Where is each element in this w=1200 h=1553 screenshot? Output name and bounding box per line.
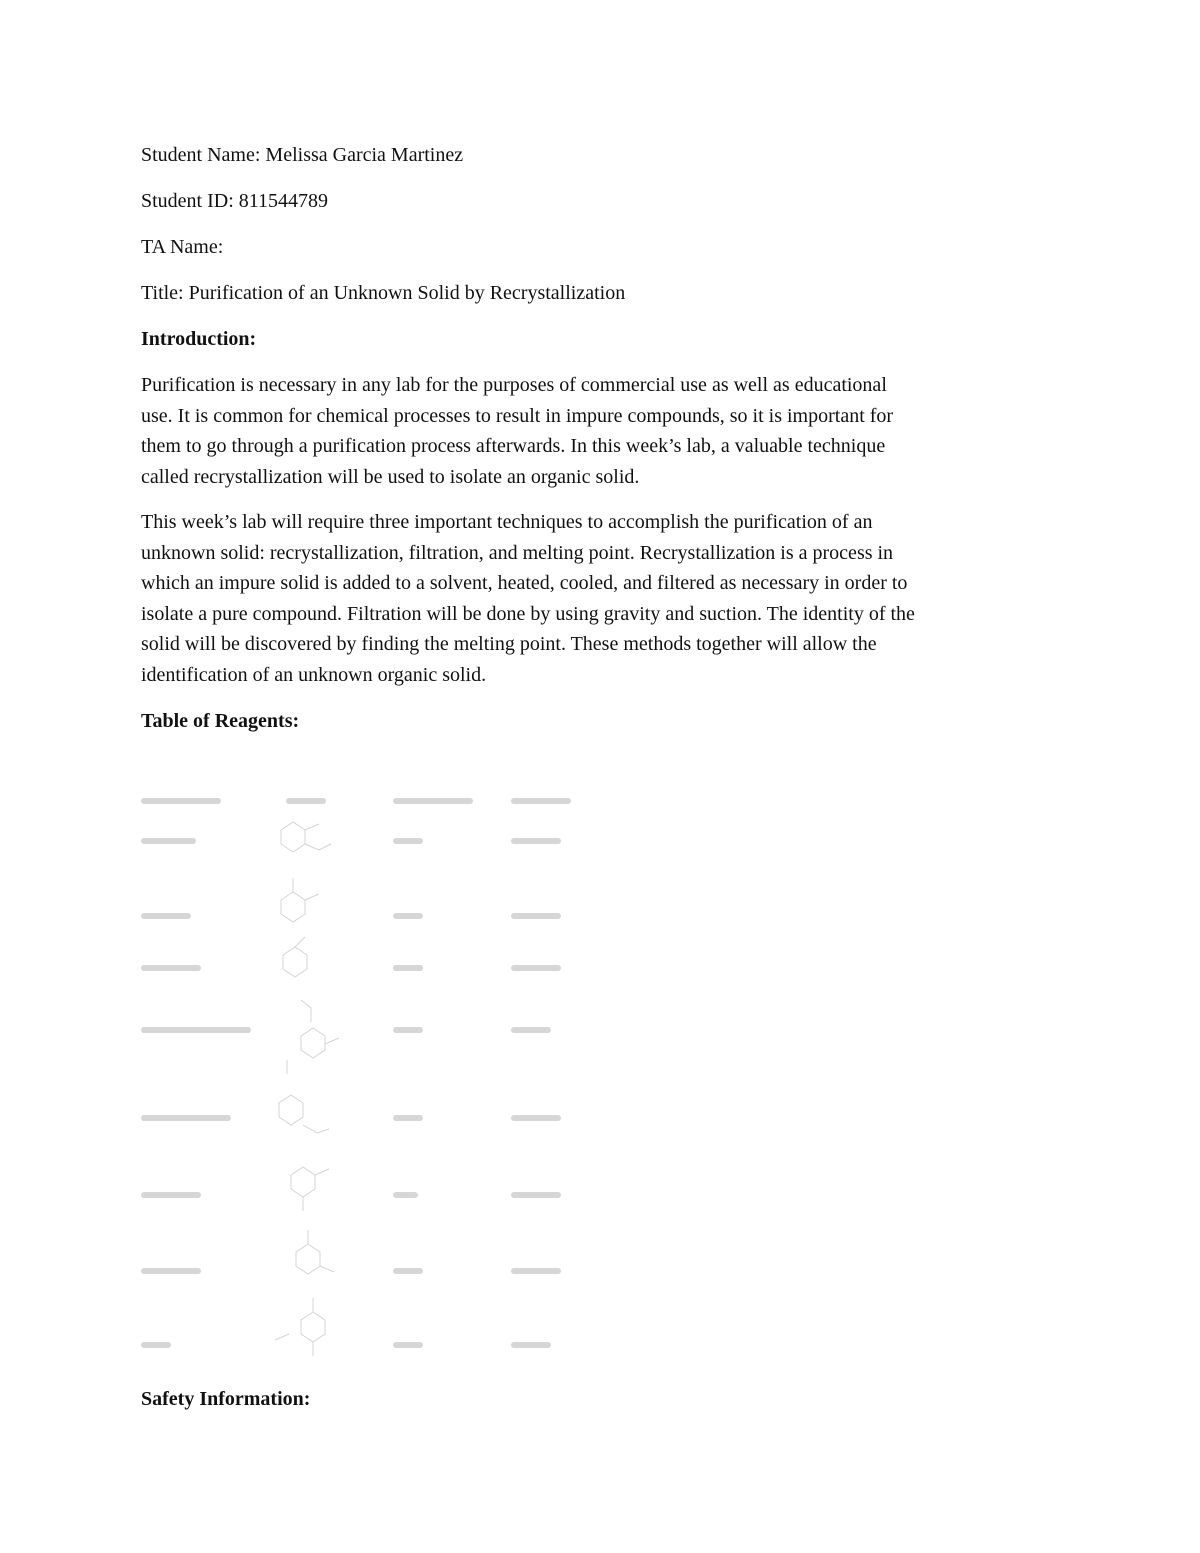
text-line: which an impure solid is added to a solvent, heated, cooled, and filtered as necessary in order to xyxy=(141,572,908,594)
reagent-table-image xyxy=(141,790,611,1370)
text-line: use. It is common for chemical processes to result in impure compounds, so it is important for xyxy=(141,404,894,427)
text-line: solid will be discovered by finding the melting point. These methods together will allow the xyxy=(141,633,877,655)
safety-heading: Safety Information: xyxy=(141,1388,311,1410)
text-line: unknown solid: recrystallization, filtration, and melting point. Recrystallization is a process in xyxy=(141,541,894,564)
text-line: Purification is necessary in any lab for the purposes of commercial use as well as educational xyxy=(141,374,887,396)
report-title: Title: Purification of an Unknown Solid by Recrystallization xyxy=(141,282,626,304)
introduction-paragraph-1 xyxy=(141,370,1066,492)
text-line: them to go through a purification process afterwards. In this week’s lab, a valuable technique xyxy=(141,435,886,457)
ta-name-line: TA Name: xyxy=(141,236,224,258)
faded-table-graphic xyxy=(141,790,611,1370)
text-line: isolate a pure compound. Filtration will be done by using gravity and suction. The identity of the xyxy=(141,602,915,625)
introduction-heading: Introduction: xyxy=(141,328,257,350)
text-line: called recrystallization will be used to isolate an organic solid. xyxy=(141,465,640,488)
student-id-line: Student ID: 811544789 xyxy=(141,190,329,212)
introduction-paragraph-2 xyxy=(141,507,1066,690)
text-line: This week’s lab will require three important techniques to accomplish the purification of an xyxy=(141,511,873,533)
reagents-heading: Table of Reagents: xyxy=(141,710,300,732)
student-name-line: Student Name: Melissa Garcia Martinez xyxy=(141,144,464,166)
text-line: identification of an unknown organic solid. xyxy=(141,663,487,686)
